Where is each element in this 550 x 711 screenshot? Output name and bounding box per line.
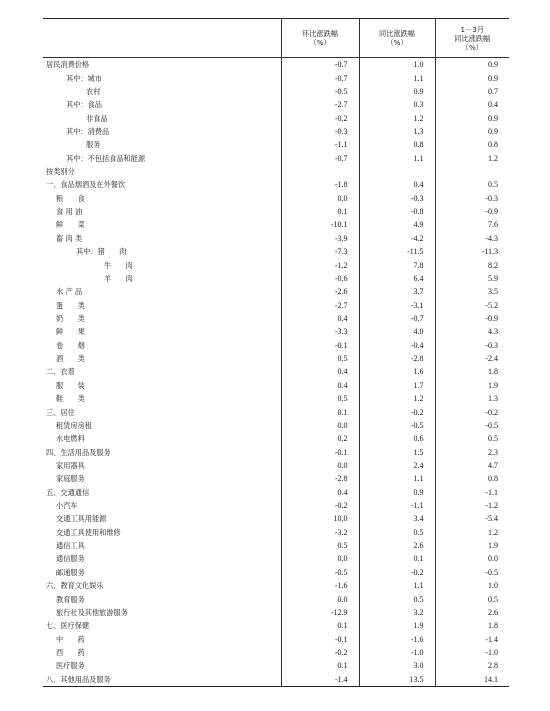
mom-value: 0.1 [281, 659, 359, 672]
row-label: 粮 食 [56, 193, 85, 203]
table-row [43, 192, 509, 205]
row-label: 二、衣着 [46, 367, 75, 377]
q1-yoy-value: 0.9 [435, 125, 509, 138]
row-label: 中 药 [56, 634, 85, 644]
yoy-value: -2.8 [359, 352, 435, 365]
table-row [43, 579, 509, 592]
row-label: 小汽车 [56, 501, 78, 511]
yoy-value: -1.0 [359, 646, 435, 659]
row-label: 五、交通通信 [46, 487, 90, 497]
mom-value: -2.8 [281, 472, 359, 485]
table-row [43, 365, 509, 378]
row-label: 六、教育文化娱乐 [46, 581, 104, 591]
yoy-value: 1.1 [359, 152, 435, 165]
row-label: 居民消费价格 [46, 60, 90, 70]
yoy-value: 0.9 [359, 486, 435, 499]
row-label: 农村 [86, 86, 101, 96]
yoy-value: -1.6 [359, 632, 435, 645]
table-row [43, 566, 509, 579]
q1-yoy-value: 1.2 [435, 152, 509, 165]
q1-yoy-value: -0.5 [435, 419, 509, 432]
table-row [43, 659, 509, 672]
mom-value: -0.6 [281, 272, 359, 285]
yoy-value: 0.5 [359, 592, 435, 605]
q1-yoy-value: 0.0 [435, 552, 509, 565]
table-row [43, 205, 509, 218]
table-row [43, 486, 509, 499]
q1-yoy-value: 1.8 [435, 365, 509, 378]
table-row [43, 138, 509, 151]
yoy-value: 1.9 [359, 619, 435, 632]
yoy-value: -3.1 [359, 298, 435, 311]
q1-yoy-value: 5.9 [435, 272, 509, 285]
mom-value: -1.4 [281, 673, 359, 687]
table-row [43, 111, 509, 124]
q1-yoy-value: -4.3 [435, 232, 509, 245]
row-label: 四、生活用品及服务 [46, 447, 111, 457]
yoy-value: -0.8 [359, 205, 435, 218]
row-label: 鲜 果 [56, 327, 85, 337]
header-row [43, 19, 509, 58]
row-label: 鞋 类 [56, 394, 85, 404]
table-row [43, 125, 509, 138]
q1-yoy-value: 0.7 [435, 85, 509, 98]
table-row [43, 218, 509, 231]
yoy-value: 1.5 [359, 445, 435, 458]
yoy-value: 0.8 [359, 138, 435, 151]
yoy-value: -0.5 [359, 419, 435, 432]
q1-yoy-value: 0.8 [435, 472, 509, 485]
table-row [43, 673, 509, 687]
mom-value: -3.3 [281, 325, 359, 338]
q1-yoy-value: 1.9 [435, 539, 509, 552]
row-label: 一、食品烟酒及在外餐饮 [46, 180, 126, 190]
q1-yoy-value: 1.2 [435, 526, 509, 539]
row-label: 通信服务 [56, 554, 85, 564]
yoy-value: 2.6 [359, 539, 435, 552]
row-label: 酒 类 [56, 354, 85, 364]
row-label: 牛 肉 [104, 260, 133, 270]
table-row [43, 619, 509, 632]
yoy-value: 0.9 [359, 85, 435, 98]
table-row [43, 646, 509, 659]
row-label: 家庭服务 [56, 474, 85, 484]
yoy-value: 7.8 [359, 258, 435, 271]
table-body [43, 58, 509, 687]
table-row [43, 165, 509, 178]
row-label: 八、其他用品及服务 [43, 673, 281, 687]
row-label: 羊 肉 [104, 273, 133, 283]
q1-yoy-value: 4.7 [435, 459, 509, 472]
cpi-table [43, 18, 509, 687]
row-label: 蛋 类 [56, 300, 85, 310]
q1-yoy-value: 2.8 [435, 659, 509, 672]
row-label: 邮递服务 [56, 567, 85, 577]
mom-value: 0.0 [281, 592, 359, 605]
q1-yoy-value: 1.8 [435, 619, 509, 632]
q1-yoy-value: 14.1 [435, 673, 509, 687]
mom-value: 0.5 [281, 539, 359, 552]
q1-yoy-value: -0.3 [435, 339, 509, 352]
q1-yoy-value [435, 165, 509, 178]
row-label: 交通工具使用和维修 [56, 527, 121, 537]
q1-yoy-value: 2.3 [435, 445, 509, 458]
row-label: 通信工具 [56, 541, 85, 551]
row-label: 水电燃料 [56, 434, 85, 444]
mom-value [281, 165, 359, 178]
yoy-value: 3.2 [359, 606, 435, 619]
table-row [43, 552, 509, 565]
mom-value: -1.2 [281, 258, 359, 271]
mom-value: 0.4 [281, 312, 359, 325]
yoy-value: -0.2 [359, 566, 435, 579]
yoy-value: 1.2 [359, 111, 435, 124]
mom-value: 0.0 [281, 192, 359, 205]
table-row [43, 85, 509, 98]
table-row [43, 419, 509, 432]
table-row [43, 232, 509, 245]
row-label: 其中：城市 [66, 73, 102, 83]
q1-yoy-value: 0.4 [435, 98, 509, 111]
table-row [43, 632, 509, 645]
mom-value: -0.2 [281, 111, 359, 124]
header-mom: 环比涨跌幅 （%） [281, 19, 359, 58]
yoy-value: 0.5 [359, 526, 435, 539]
table-row [43, 459, 509, 472]
q1-yoy-value: 1.9 [435, 379, 509, 392]
yoy-value: -0.3 [359, 192, 435, 205]
yoy-value: -0.4 [359, 339, 435, 352]
table-row [43, 539, 509, 552]
q1-yoy-value: 3.5 [435, 285, 509, 298]
row-label: 医疗服务 [56, 661, 85, 671]
row-label: 其中：猪 肉 [76, 247, 127, 257]
yoy-value: -11.5 [359, 245, 435, 258]
table-row [43, 245, 509, 258]
q1-yoy-value: -1.1 [435, 486, 509, 499]
table-row [43, 325, 509, 338]
row-label: 西 药 [56, 647, 85, 657]
q1-yoy-value: 2.6 [435, 606, 509, 619]
q1-yoy-value: -0.9 [435, 312, 509, 325]
q1-yoy-value: 1.0 [435, 579, 509, 592]
mom-value: -3.9 [281, 232, 359, 245]
mom-value: 0.1 [281, 205, 359, 218]
q1-yoy-value: 0.8 [435, 138, 509, 151]
row-label: 七、医疗保健 [46, 621, 90, 631]
row-label: 其中：消费品 [66, 126, 110, 136]
yoy-value: 0.6 [359, 432, 435, 445]
table-row [43, 58, 509, 72]
mom-value: -0.7 [281, 152, 359, 165]
q1-yoy-value: -5.2 [435, 298, 509, 311]
table-row [43, 272, 509, 285]
table-row [43, 339, 509, 352]
mom-value: -2.7 [281, 98, 359, 111]
table-row [43, 352, 509, 365]
mom-value: 0.0 [281, 419, 359, 432]
row-label: 食 用 油 [56, 207, 83, 217]
table-row [43, 526, 509, 539]
mom-value: -0.3 [281, 125, 359, 138]
mom-value: 0.2 [281, 432, 359, 445]
mom-value: -12.9 [281, 606, 359, 619]
yoy-value: 3.0 [359, 659, 435, 672]
yoy-value: 4.9 [359, 218, 435, 231]
yoy-value: 6.4 [359, 272, 435, 285]
mom-value: -1.8 [281, 178, 359, 191]
q1-yoy-value: -0.2 [435, 405, 509, 418]
mom-value: 0.4 [281, 379, 359, 392]
row-label: 服务 [86, 140, 101, 150]
row-label: 家用器具 [56, 460, 85, 470]
row-label: 租赁房房租 [56, 420, 92, 430]
yoy-value: 3.7 [359, 285, 435, 298]
q1-yoy-value: 4.3 [435, 325, 509, 338]
yoy-value: -4.2 [359, 232, 435, 245]
table-row [43, 432, 509, 445]
mom-value: 0.1 [281, 619, 359, 632]
yoy-value: 1.6 [359, 365, 435, 378]
row-label: 奶 类 [56, 314, 85, 323]
mom-value: -0.7 [281, 58, 359, 72]
q1-yoy-value: 0.9 [435, 111, 509, 124]
yoy-value: 13.5 [359, 673, 435, 687]
q1-yoy-value: -11.3 [435, 245, 509, 258]
q1-yoy-value: 7.6 [435, 218, 509, 231]
mom-value: -0.5 [281, 85, 359, 98]
q1-yoy-value: 0.9 [435, 58, 509, 72]
mom-value: -10.1 [281, 218, 359, 231]
mom-value: -0.2 [281, 646, 359, 659]
mom-value: 0.5 [281, 392, 359, 405]
row-label: 旅行社及其他旅游服务 [56, 607, 128, 617]
q1-yoy-value: 1.3 [435, 392, 509, 405]
row-label: 按类别分 [46, 167, 75, 177]
table-row [43, 258, 509, 271]
header-q1-yoy: 1－3月 同比涨跌幅 （%） [435, 19, 509, 58]
row-label: 鲜 菜 [56, 220, 85, 230]
table-row [43, 98, 509, 111]
q1-yoy-value: -0.3 [435, 192, 509, 205]
yoy-value: 0.1 [359, 552, 435, 565]
table-row [43, 472, 509, 485]
table-row [43, 592, 509, 605]
table-row [43, 499, 509, 512]
yoy-value: 0.3 [359, 98, 435, 111]
row-label: 卷 烟 [56, 340, 85, 350]
mom-value: 0.0 [281, 552, 359, 565]
table-row [43, 71, 509, 84]
yoy-value: -0.2 [359, 405, 435, 418]
q1-yoy-value: -5.4 [435, 512, 509, 525]
row-label: 其中：食品 [66, 100, 102, 110]
row-label: 其中：不包括食品和能源 [66, 153, 146, 163]
q1-yoy-value: 0.5 [435, 592, 509, 605]
q1-yoy-value: 0.9 [435, 71, 509, 84]
row-label: 三、居住 [46, 407, 75, 417]
row-label: 非食品 [86, 113, 108, 123]
yoy-value: -1.1 [359, 499, 435, 512]
table-row [43, 405, 509, 418]
row-label: 服 装 [56, 380, 85, 390]
q1-yoy-value: -1.4 [435, 632, 509, 645]
row-label: 交通工具用能源 [56, 514, 107, 524]
header-yoy: 同比涨跌幅 （%） [359, 19, 435, 58]
mom-value: -1.6 [281, 579, 359, 592]
yoy-value: 1.1 [359, 472, 435, 485]
mom-value: -0.7 [281, 71, 359, 84]
yoy-value: 1.0 [359, 58, 435, 72]
yoy-value: 1.1 [359, 579, 435, 592]
table-row [43, 606, 509, 619]
yoy-value: 1.2 [359, 392, 435, 405]
yoy-value [359, 165, 435, 178]
mom-value: 0.1 [281, 405, 359, 418]
q1-yoy-value: -0.5 [435, 566, 509, 579]
mom-value: -3.2 [281, 526, 359, 539]
mom-value: -2.6 [281, 285, 359, 298]
table-row [43, 178, 509, 191]
mom-value: -2.7 [281, 298, 359, 311]
mom-value: -1.1 [281, 138, 359, 151]
yoy-value: 0.4 [359, 178, 435, 191]
row-label: 教育服务 [56, 594, 85, 604]
table-row [43, 512, 509, 525]
mom-value: -0.1 [281, 445, 359, 458]
table-row [43, 285, 509, 298]
yoy-value: -0.7 [359, 312, 435, 325]
table-row [43, 392, 509, 405]
table-header [43, 19, 509, 58]
mom-value: 0.4 [281, 365, 359, 378]
yoy-value: 2.4 [359, 459, 435, 472]
header-item [43, 19, 281, 58]
yoy-value: 1.1 [359, 71, 435, 84]
row-label: 畜 肉 类 [56, 233, 83, 243]
table-row [43, 152, 509, 165]
mom-value: -0.1 [281, 632, 359, 645]
yoy-value: 3.4 [359, 512, 435, 525]
q1-yoy-value: -0.9 [435, 205, 509, 218]
table-row [43, 298, 509, 311]
yoy-value: 1.7 [359, 379, 435, 392]
mom-value: 0.4 [281, 486, 359, 499]
mom-value: -0.1 [281, 339, 359, 352]
row-label: 水 产 品 [56, 287, 83, 297]
table-row [43, 312, 509, 325]
table-row [43, 379, 509, 392]
cpi-table-container [43, 18, 509, 687]
q1-yoy-value: 0.5 [435, 432, 509, 445]
mom-value: -0.5 [281, 566, 359, 579]
mom-value: 0.5 [281, 352, 359, 365]
yoy-value: 1.3 [359, 125, 435, 138]
mom-value: 0.0 [281, 459, 359, 472]
mom-value: -0.2 [281, 499, 359, 512]
q1-yoy-value: 8.2 [435, 258, 509, 271]
q1-yoy-value: -1.0 [435, 646, 509, 659]
mom-value: -7.3 [281, 245, 359, 258]
mom-value: 10.0 [281, 512, 359, 525]
table-row [43, 445, 509, 458]
q1-yoy-value: -2.4 [435, 352, 509, 365]
q1-yoy-value: -1.2 [435, 499, 509, 512]
yoy-value: 4.0 [359, 325, 435, 338]
q1-yoy-value: 0.5 [435, 178, 509, 191]
